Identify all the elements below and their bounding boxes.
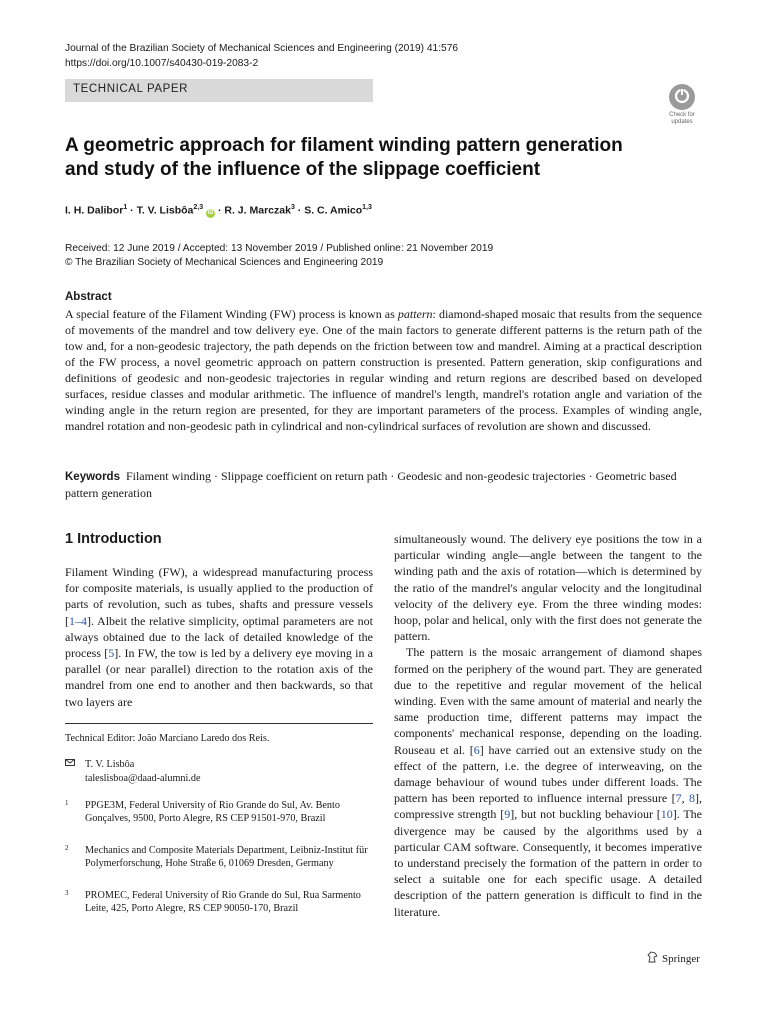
title-line: A geometric approach for filament winding pattern generation [65,135,623,156]
affiliation-number: 3 [65,889,69,897]
abstract-heading: Abstract [65,291,112,303]
corresponding-author [85,758,200,786]
intro-right-column [394,531,702,920]
publisher-logo [647,951,700,966]
doi-link[interactable]: https://doi.org/10.1007/s40430-019-2083-2 [65,58,259,69]
intro-paragraph: Filament Winding (FW), a widespread manufacturing process for composite materials, is usually applied to the production of parts of revolution, such as tubes, shafts and pressure vessels [1–4]. Albeit the relative simplicity, optimal parameters are not always obtained due to the lack of detailed knowledge of the process [5]. In FW, the tow is led by a delivery eye moving in a parallel (or near parallel) direction to the rotation axis of the mandrel from one end to another and then backwards, so that two layers are [65,565,374,709]
author-affil-sup: 3 [290,204,295,211]
citation-link[interactable]: 5 [108,646,115,661]
title-line: and study of the influence of the slippage coefficient [65,159,541,180]
author-list: I. H. Dalibor$^1$ · T. V. Lisbôa$^{2,3}$ iD · R. J. Marczak$^3$ · S. C. Amico$^{1,3}$ [65,204,372,217]
springer-horse-icon [647,951,658,966]
citation-link[interactable]: 10 [660,807,673,822]
author-affil-sup: 2,3 [193,204,204,211]
affiliation-number: 2 [65,844,69,852]
abstract-body: A special feature of the Filament Winding (FW) process is known as pattern: diamond-shaped mosaic that results from the sequence of movements of the mandrel and tow delivery eye. One of the main factors to generate different patterns is the return path of the tow and, for a non-geodesic trajectory, the path depends on the friction between tow and mandrel. Aiming at a practical description of the FW process, a novel geometric approach on pattern construction is presented. Pattern generation, skip configurations and definitions of geodesic and non-geodesic trajectories in regular winding and return regions are described based on developed surfaces, residue classes and modular arithmetic. The influence of mandrel's length, mandrel's rotation angle and variation of the winding angle in the return region are presented, for they are important parameters of the process. Examples of winding angle, mandrel rotation and non-geodesic path in cylindrical and non-cylindrical surfaces of revolution are shown and discussed. [65,307,703,433]
keywords-text: Filament winding · Slippage coefficient on return path · Geodesic and non-geodesic trajectories · Geometric based pattern generation [65,469,677,500]
journal-header [65,41,458,71]
keywords-block [65,468,702,501]
envelope-icon [65,759,75,766]
copyright-line: © The Brazilian Society of Mechanical Sciences and Engineering 2019 [65,257,384,268]
check-updates-text: Check for updates [669,112,695,125]
intro-paragraph: The pattern is the mosaic arrangement of diamond shapes formed on the periphery of the wound part. They are generated due to the repetitive and regular movement of the helical winding. Even with the same amount of material and nearly the same production time, different patterns may impact the components' mechanical response, depending on the loading. Rouseau et al. [6] have carried out an extensive study on the effect of the pattern, i.e. the degree of interweaving, on the damage behaviour of wound tubes under different loads. The pattern has been reported to influence internal pressure [7, 8], compressive strength [9], but not buckling behaviour [10]. The divergence may be caused by the algorithms used by a particular CAM software. Consequently, it becomes imperative to understand precisely the formation of the pattern in order to select a suitable one for each specific usage. A detailed description of the pattern generation is difficult to find in the literature. [394,645,703,919]
keywords-label: Keywords [65,471,120,483]
intro-paragraph: simultaneously wound. The delivery eye positions the tow in a particular winding angle—angle between the tangent to the winding path and the axis of rotation—which is determined by the ratio of the mandrel's angular velocity and the longitudinal velocity of the delivery eye. From the three winding modes: hoop, polar and helical, only with the first does not generate the pattern. [394,532,702,644]
publisher-name: Springer [662,953,700,965]
author-name[interactable]: R. J. Marczak [224,204,291,217]
author-affil-sup: 1 [123,204,128,211]
author-name[interactable]: I. H. Dalibor [65,204,124,217]
paper-type-bar [65,79,373,102]
publication-dates [65,242,493,270]
paper-title [65,134,665,182]
citation-link[interactable]: 8 [689,791,695,806]
check-updates-icon [669,84,695,110]
author-affil-sup: 1,3 [362,204,372,211]
citation-link[interactable]: 6 [473,742,480,757]
citation-link[interactable]: 7 [675,791,682,806]
dates-line: Received: 12 June 2019 / Accepted: 13 November 2019 / Published online: 21 November 2019 [65,243,494,254]
citation-link[interactable]: 1–4 [69,613,87,628]
citation-link[interactable]: 9 [504,807,511,822]
orcid-icon[interactable]: iD [207,209,214,216]
author-name[interactable]: S. C. Amico [304,204,363,217]
affiliation-text: PPGE3M, Federal University of Rio Grande do Sul, Av. Bento Gonçalves, 9500, Porto Alegre, RS CEP 91501-970, Brazil [85,800,340,825]
affiliation-text: Mechanics and Composite Materials Department, Leibniz-Institut für Polymerforschung, Hohe Straße 6, 01069 Dresden, Germany [85,845,368,870]
affiliation-number: 1 [65,799,69,807]
corresponding-name: T. V. Lisbôa [85,759,135,770]
abstract-italic-term: pattern [397,307,433,321]
paper-type-label: TECHNICAL PAPER [73,83,189,95]
section-heading-introduction: 1 Introduction [65,531,162,547]
intro-left-column [65,564,373,710]
technical-editor-note: Technical Editor: João Marciano Laredo dos Reis. [65,733,270,744]
footnote-divider [65,723,373,724]
journal-citation: Journal of the Brazilian Society of Mechanical Sciences and Engineering (2019) 41:576 [65,43,459,54]
check-for-updates-badge[interactable] [663,84,701,126]
author-name[interactable]: T. V. Lisbôa [136,204,194,217]
affiliation-text: PROMEC, Federal University of Rio Grande do Sul, Rua Sarmento Leite, 425, Porto Alegre, RS CEP 90050-170, Brazil [85,890,361,915]
corresponding-email[interactable]: taleslisboa@daad-alumni.de [85,773,201,784]
